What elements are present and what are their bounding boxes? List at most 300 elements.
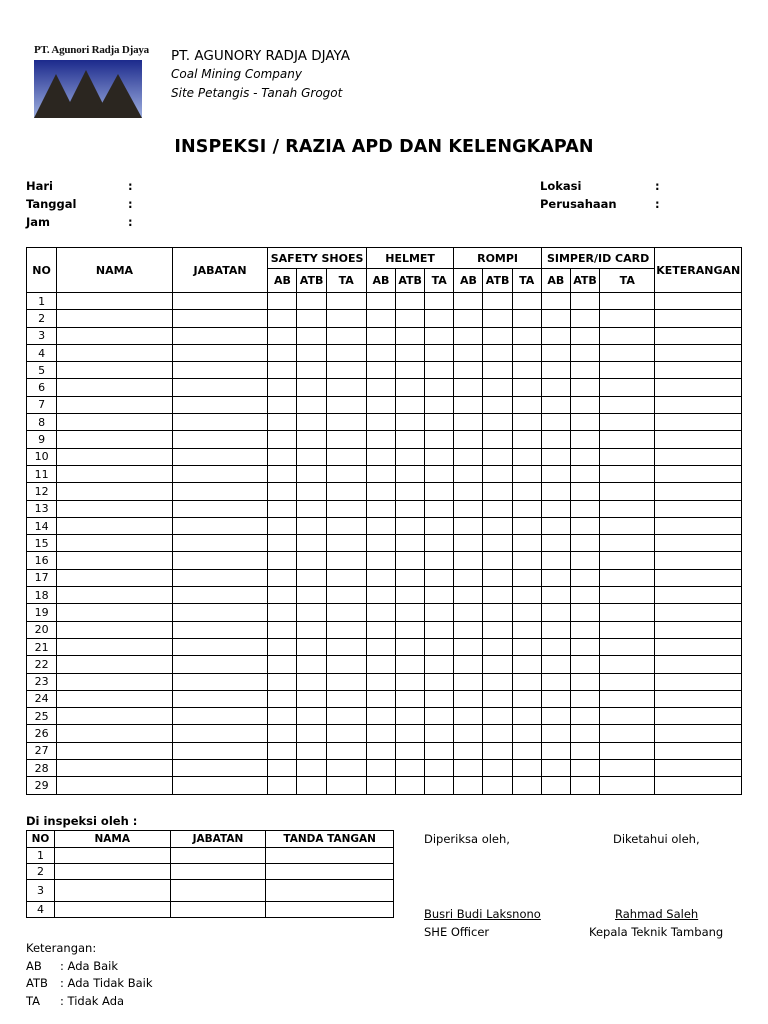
table-cell[interactable] xyxy=(570,310,599,327)
table-cell[interactable] xyxy=(425,587,454,604)
table-cell[interactable] xyxy=(425,344,454,361)
table-cell[interactable] xyxy=(396,760,425,777)
table-cell[interactable] xyxy=(57,708,173,725)
table-cell[interactable] xyxy=(483,569,512,586)
table-cell[interactable] xyxy=(454,760,483,777)
table-cell[interactable] xyxy=(326,535,366,552)
table-cell[interactable] xyxy=(326,431,366,448)
table-cell[interactable] xyxy=(655,483,742,500)
table-cell[interactable] xyxy=(655,362,742,379)
table-cell[interactable] xyxy=(483,656,512,673)
table-cell[interactable] xyxy=(512,535,541,552)
table-cell[interactable] xyxy=(425,604,454,621)
table-cell[interactable] xyxy=(268,690,297,707)
table-cell[interactable] xyxy=(326,293,366,310)
table-cell[interactable] xyxy=(326,448,366,465)
table-cell[interactable] xyxy=(600,621,655,638)
table-cell[interactable] xyxy=(655,310,742,327)
table-cell[interactable] xyxy=(655,690,742,707)
table-cell[interactable] xyxy=(396,517,425,534)
table-cell[interactable] xyxy=(366,708,395,725)
table-cell[interactable] xyxy=(396,362,425,379)
table-cell[interactable] xyxy=(655,344,742,361)
table-cell[interactable] xyxy=(541,638,570,655)
table-cell[interactable] xyxy=(600,414,655,431)
table-cell[interactable] xyxy=(655,517,742,534)
table-cell[interactable] xyxy=(483,673,512,690)
table-cell[interactable] xyxy=(268,448,297,465)
table-cell[interactable] xyxy=(655,604,742,621)
table-cell[interactable] xyxy=(57,552,173,569)
table-cell[interactable] xyxy=(512,344,541,361)
table-cell[interactable] xyxy=(541,725,570,742)
table-cell[interactable] xyxy=(512,742,541,759)
table-cell[interactable] xyxy=(268,708,297,725)
table-cell[interactable] xyxy=(297,760,326,777)
table-cell[interactable] xyxy=(512,604,541,621)
table-cell[interactable] xyxy=(541,448,570,465)
table-cell[interactable] xyxy=(512,638,541,655)
table-cell[interactable] xyxy=(266,848,394,864)
table-cell[interactable] xyxy=(57,431,173,448)
table-cell[interactable] xyxy=(454,638,483,655)
table-cell[interactable] xyxy=(541,604,570,621)
table-cell[interactable] xyxy=(454,465,483,482)
table-cell[interactable] xyxy=(483,587,512,604)
table-cell[interactable] xyxy=(268,483,297,500)
table-cell[interactable] xyxy=(326,344,366,361)
table-cell[interactable] xyxy=(326,500,366,517)
table-cell[interactable] xyxy=(425,535,454,552)
table-cell[interactable] xyxy=(57,327,173,344)
table-cell[interactable] xyxy=(541,396,570,413)
table-cell[interactable] xyxy=(483,327,512,344)
table-cell[interactable] xyxy=(170,848,266,864)
table-cell[interactable] xyxy=(425,742,454,759)
table-cell[interactable] xyxy=(326,760,366,777)
table-cell[interactable] xyxy=(326,465,366,482)
table-cell[interactable] xyxy=(172,310,268,327)
table-cell[interactable] xyxy=(454,431,483,448)
table-cell[interactable] xyxy=(57,656,173,673)
table-cell[interactable] xyxy=(268,638,297,655)
table-cell[interactable] xyxy=(268,552,297,569)
table-cell[interactable] xyxy=(655,396,742,413)
table-cell[interactable] xyxy=(297,344,326,361)
table-cell[interactable] xyxy=(541,708,570,725)
table-cell[interactable] xyxy=(172,396,268,413)
table-cell[interactable] xyxy=(454,656,483,673)
table-cell[interactable] xyxy=(570,500,599,517)
table-cell[interactable] xyxy=(326,708,366,725)
table-cell[interactable] xyxy=(655,742,742,759)
table-cell[interactable] xyxy=(54,864,170,880)
table-cell[interactable] xyxy=(268,777,297,794)
table-cell[interactable] xyxy=(483,777,512,794)
table-cell[interactable] xyxy=(57,535,173,552)
table-cell[interactable] xyxy=(172,777,268,794)
table-cell[interactable] xyxy=(57,465,173,482)
table-cell[interactable] xyxy=(454,673,483,690)
table-cell[interactable] xyxy=(454,569,483,586)
table-cell[interactable] xyxy=(655,673,742,690)
table-cell[interactable] xyxy=(326,396,366,413)
table-cell[interactable] xyxy=(454,362,483,379)
table-cell[interactable] xyxy=(454,500,483,517)
table-cell[interactable] xyxy=(54,880,170,902)
table-cell[interactable] xyxy=(396,344,425,361)
table-cell[interactable] xyxy=(326,414,366,431)
table-cell[interactable] xyxy=(57,362,173,379)
table-cell[interactable] xyxy=(541,431,570,448)
table-cell[interactable] xyxy=(454,448,483,465)
table-cell[interactable] xyxy=(454,396,483,413)
table-cell[interactable] xyxy=(57,569,173,586)
table-cell[interactable] xyxy=(454,535,483,552)
table-cell[interactable] xyxy=(268,517,297,534)
table-cell[interactable] xyxy=(425,396,454,413)
table-cell[interactable] xyxy=(172,431,268,448)
table-cell[interactable] xyxy=(655,327,742,344)
table-cell[interactable] xyxy=(600,327,655,344)
table-cell[interactable] xyxy=(600,708,655,725)
table-cell[interactable] xyxy=(396,500,425,517)
table-cell[interactable] xyxy=(268,431,297,448)
table-cell[interactable] xyxy=(600,431,655,448)
table-cell[interactable] xyxy=(570,673,599,690)
table-cell[interactable] xyxy=(326,690,366,707)
table-cell[interactable] xyxy=(297,414,326,431)
table-cell[interactable] xyxy=(600,535,655,552)
table-cell[interactable] xyxy=(326,310,366,327)
table-cell[interactable] xyxy=(600,656,655,673)
table-cell[interactable] xyxy=(366,500,395,517)
table-cell[interactable] xyxy=(541,777,570,794)
table-cell[interactable] xyxy=(655,760,742,777)
table-cell[interactable] xyxy=(541,500,570,517)
table-cell[interactable] xyxy=(483,725,512,742)
table-cell[interactable] xyxy=(483,344,512,361)
table-cell[interactable] xyxy=(483,708,512,725)
table-cell[interactable] xyxy=(454,517,483,534)
table-cell[interactable] xyxy=(600,344,655,361)
table-cell[interactable] xyxy=(172,327,268,344)
table-cell[interactable] xyxy=(326,587,366,604)
table-cell[interactable] xyxy=(600,379,655,396)
table-cell[interactable] xyxy=(57,777,173,794)
table-cell[interactable] xyxy=(396,587,425,604)
table-cell[interactable] xyxy=(396,396,425,413)
table-cell[interactable] xyxy=(570,483,599,500)
table-cell[interactable] xyxy=(512,587,541,604)
table-cell[interactable] xyxy=(172,414,268,431)
table-cell[interactable] xyxy=(172,569,268,586)
table-cell[interactable] xyxy=(326,742,366,759)
table-cell[interactable] xyxy=(396,310,425,327)
table-cell[interactable] xyxy=(425,760,454,777)
table-cell[interactable] xyxy=(600,673,655,690)
table-cell[interactable] xyxy=(268,587,297,604)
table-cell[interactable] xyxy=(268,621,297,638)
table-cell[interactable] xyxy=(512,517,541,534)
table-cell[interactable] xyxy=(172,293,268,310)
table-cell[interactable] xyxy=(366,552,395,569)
table-cell[interactable] xyxy=(366,673,395,690)
table-cell[interactable] xyxy=(483,465,512,482)
table-cell[interactable] xyxy=(425,673,454,690)
table-cell[interactable] xyxy=(512,725,541,742)
table-cell[interactable] xyxy=(425,293,454,310)
table-cell[interactable] xyxy=(172,465,268,482)
table-cell[interactable] xyxy=(268,396,297,413)
table-cell[interactable] xyxy=(425,362,454,379)
table-cell[interactable] xyxy=(454,777,483,794)
table-cell[interactable] xyxy=(655,587,742,604)
table-cell[interactable] xyxy=(297,604,326,621)
table-cell[interactable] xyxy=(512,690,541,707)
table-cell[interactable] xyxy=(170,880,266,902)
table-cell[interactable] xyxy=(172,500,268,517)
table-cell[interactable] xyxy=(366,517,395,534)
table-cell[interactable] xyxy=(425,483,454,500)
table-cell[interactable] xyxy=(268,760,297,777)
table-cell[interactable] xyxy=(512,379,541,396)
table-cell[interactable] xyxy=(172,448,268,465)
table-cell[interactable] xyxy=(483,448,512,465)
table-cell[interactable] xyxy=(600,742,655,759)
table-cell[interactable] xyxy=(172,483,268,500)
table-cell[interactable] xyxy=(268,742,297,759)
table-cell[interactable] xyxy=(57,414,173,431)
table-cell[interactable] xyxy=(268,604,297,621)
table-cell[interactable] xyxy=(483,310,512,327)
table-cell[interactable] xyxy=(57,673,173,690)
table-cell[interactable] xyxy=(297,310,326,327)
table-cell[interactable] xyxy=(570,604,599,621)
table-cell[interactable] xyxy=(570,725,599,742)
table-cell[interactable] xyxy=(454,708,483,725)
table-cell[interactable] xyxy=(297,777,326,794)
table-cell[interactable] xyxy=(268,344,297,361)
table-cell[interactable] xyxy=(425,621,454,638)
table-cell[interactable] xyxy=(326,725,366,742)
table-cell[interactable] xyxy=(600,448,655,465)
table-cell[interactable] xyxy=(600,760,655,777)
table-cell[interactable] xyxy=(541,760,570,777)
table-cell[interactable] xyxy=(172,552,268,569)
table-cell[interactable] xyxy=(512,552,541,569)
table-cell[interactable] xyxy=(483,552,512,569)
table-cell[interactable] xyxy=(57,517,173,534)
table-cell[interactable] xyxy=(570,448,599,465)
table-cell[interactable] xyxy=(541,517,570,534)
table-cell[interactable] xyxy=(396,414,425,431)
table-cell[interactable] xyxy=(268,656,297,673)
table-cell[interactable] xyxy=(396,448,425,465)
table-cell[interactable] xyxy=(326,517,366,534)
table-cell[interactable] xyxy=(326,604,366,621)
table-cell[interactable] xyxy=(172,535,268,552)
table-cell[interactable] xyxy=(297,673,326,690)
table-cell[interactable] xyxy=(570,535,599,552)
table-cell[interactable] xyxy=(655,708,742,725)
table-cell[interactable] xyxy=(268,500,297,517)
table-cell[interactable] xyxy=(172,708,268,725)
table-cell[interactable] xyxy=(57,587,173,604)
table-cell[interactable] xyxy=(366,483,395,500)
table-cell[interactable] xyxy=(366,535,395,552)
table-cell[interactable] xyxy=(512,569,541,586)
table-cell[interactable] xyxy=(57,483,173,500)
table-cell[interactable] xyxy=(655,500,742,517)
table-cell[interactable] xyxy=(454,587,483,604)
table-cell[interactable] xyxy=(570,396,599,413)
table-cell[interactable] xyxy=(541,535,570,552)
table-cell[interactable] xyxy=(570,638,599,655)
table-cell[interactable] xyxy=(396,708,425,725)
table-cell[interactable] xyxy=(483,742,512,759)
table-cell[interactable] xyxy=(396,638,425,655)
table-cell[interactable] xyxy=(268,310,297,327)
table-cell[interactable] xyxy=(396,483,425,500)
table-cell[interactable] xyxy=(266,902,394,918)
table-cell[interactable] xyxy=(512,621,541,638)
table-cell[interactable] xyxy=(425,414,454,431)
table-cell[interactable] xyxy=(366,587,395,604)
table-cell[interactable] xyxy=(268,725,297,742)
table-cell[interactable] xyxy=(512,708,541,725)
table-cell[interactable] xyxy=(366,431,395,448)
table-cell[interactable] xyxy=(454,310,483,327)
table-cell[interactable] xyxy=(541,344,570,361)
table-cell[interactable] xyxy=(483,500,512,517)
table-cell[interactable] xyxy=(483,517,512,534)
table-cell[interactable] xyxy=(425,465,454,482)
table-cell[interactable] xyxy=(454,344,483,361)
table-cell[interactable] xyxy=(425,310,454,327)
table-cell[interactable] xyxy=(297,465,326,482)
table-cell[interactable] xyxy=(268,293,297,310)
table-cell[interactable] xyxy=(541,742,570,759)
table-cell[interactable] xyxy=(366,327,395,344)
table-cell[interactable] xyxy=(425,552,454,569)
table-cell[interactable] xyxy=(512,500,541,517)
table-cell[interactable] xyxy=(366,362,395,379)
table-cell[interactable] xyxy=(483,690,512,707)
table-cell[interactable] xyxy=(655,656,742,673)
table-cell[interactable] xyxy=(483,396,512,413)
table-cell[interactable] xyxy=(396,725,425,742)
table-cell[interactable] xyxy=(57,293,173,310)
table-cell[interactable] xyxy=(396,552,425,569)
table-cell[interactable] xyxy=(483,535,512,552)
table-cell[interactable] xyxy=(326,379,366,396)
table-cell[interactable] xyxy=(57,310,173,327)
table-cell[interactable] xyxy=(541,483,570,500)
table-cell[interactable] xyxy=(57,500,173,517)
table-cell[interactable] xyxy=(512,293,541,310)
table-cell[interactable] xyxy=(396,293,425,310)
table-cell[interactable] xyxy=(297,638,326,655)
table-cell[interactable] xyxy=(600,777,655,794)
table-cell[interactable] xyxy=(172,673,268,690)
table-cell[interactable] xyxy=(268,379,297,396)
table-cell[interactable] xyxy=(425,500,454,517)
table-cell[interactable] xyxy=(425,725,454,742)
table-cell[interactable] xyxy=(454,293,483,310)
table-cell[interactable] xyxy=(541,414,570,431)
table-cell[interactable] xyxy=(512,760,541,777)
table-cell[interactable] xyxy=(570,431,599,448)
table-cell[interactable] xyxy=(600,362,655,379)
table-cell[interactable] xyxy=(570,293,599,310)
table-cell[interactable] xyxy=(172,379,268,396)
table-cell[interactable] xyxy=(483,638,512,655)
table-cell[interactable] xyxy=(570,587,599,604)
table-cell[interactable] xyxy=(600,638,655,655)
table-cell[interactable] xyxy=(600,569,655,586)
table-cell[interactable] xyxy=(297,293,326,310)
table-cell[interactable] xyxy=(396,569,425,586)
table-cell[interactable] xyxy=(541,656,570,673)
table-cell[interactable] xyxy=(172,656,268,673)
table-cell[interactable] xyxy=(396,535,425,552)
table-cell[interactable] xyxy=(483,760,512,777)
table-cell[interactable] xyxy=(297,587,326,604)
table-cell[interactable] xyxy=(512,656,541,673)
table-cell[interactable] xyxy=(483,293,512,310)
table-cell[interactable] xyxy=(483,362,512,379)
table-cell[interactable] xyxy=(326,327,366,344)
table-cell[interactable] xyxy=(425,777,454,794)
table-cell[interactable] xyxy=(297,362,326,379)
table-cell[interactable] xyxy=(454,742,483,759)
table-cell[interactable] xyxy=(170,864,266,880)
table-cell[interactable] xyxy=(366,379,395,396)
table-cell[interactable] xyxy=(570,379,599,396)
table-cell[interactable] xyxy=(326,552,366,569)
table-cell[interactable] xyxy=(655,638,742,655)
table-cell[interactable] xyxy=(570,344,599,361)
table-cell[interactable] xyxy=(57,690,173,707)
table-cell[interactable] xyxy=(268,414,297,431)
table-cell[interactable] xyxy=(172,690,268,707)
table-cell[interactable] xyxy=(570,760,599,777)
table-cell[interactable] xyxy=(483,379,512,396)
table-cell[interactable] xyxy=(297,656,326,673)
table-cell[interactable] xyxy=(172,621,268,638)
table-cell[interactable] xyxy=(366,725,395,742)
table-cell[interactable] xyxy=(268,465,297,482)
table-cell[interactable] xyxy=(396,431,425,448)
table-cell[interactable] xyxy=(600,483,655,500)
table-cell[interactable] xyxy=(425,517,454,534)
table-cell[interactable] xyxy=(655,777,742,794)
table-cell[interactable] xyxy=(366,414,395,431)
table-cell[interactable] xyxy=(512,414,541,431)
table-cell[interactable] xyxy=(57,742,173,759)
table-cell[interactable] xyxy=(326,569,366,586)
table-cell[interactable] xyxy=(600,396,655,413)
table-cell[interactable] xyxy=(57,638,173,655)
table-cell[interactable] xyxy=(570,517,599,534)
table-cell[interactable] xyxy=(425,638,454,655)
table-cell[interactable] xyxy=(570,414,599,431)
table-cell[interactable] xyxy=(512,362,541,379)
table-cell[interactable] xyxy=(57,725,173,742)
table-cell[interactable] xyxy=(172,362,268,379)
table-cell[interactable] xyxy=(425,327,454,344)
